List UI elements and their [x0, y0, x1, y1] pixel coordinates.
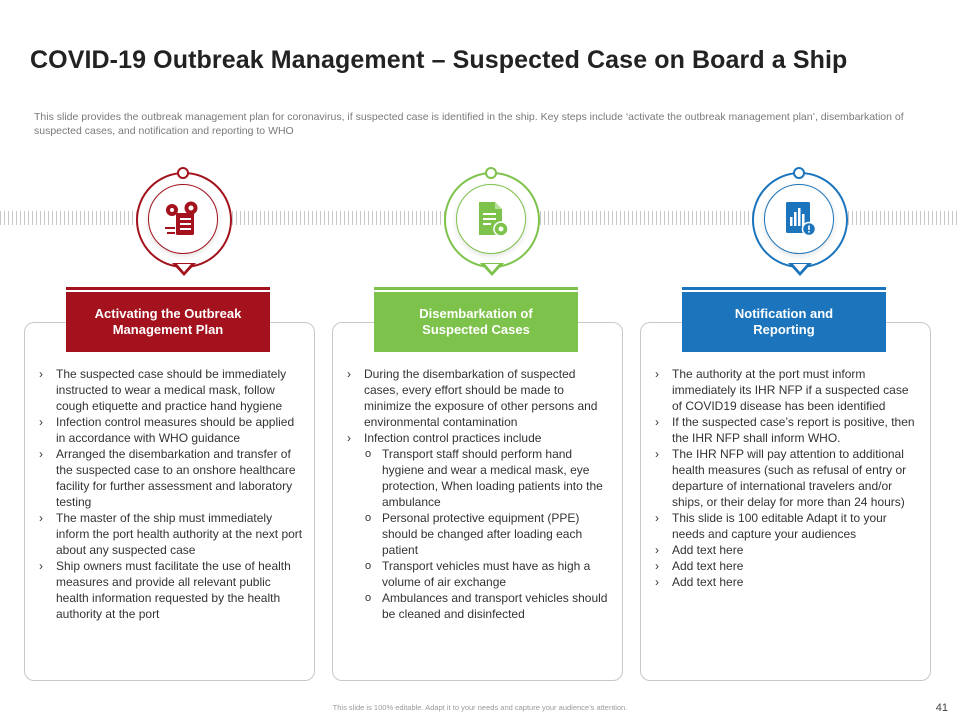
column-1-list: [36, 366, 304, 622]
list-item: › If the suspected case’s report is positive, then the IHR NFP shall inform WHO.: [652, 414, 920, 446]
column-2-icon-badge: [444, 172, 540, 268]
list-item: › Infection control measures should be applied in accordance with WHO guidance: [36, 414, 304, 446]
column-3-heading-rule: [682, 287, 886, 290]
column-1-heading-rule: [66, 287, 270, 290]
slide-subtitle: This slide provides the outbreak management plan for coronavirus, if suspected case is identified in the ship. Key steps include ‘activate the outbreak management plan’, disembarkation of suspected cases, and notification and reporting to WHO: [34, 111, 904, 137]
list-item: › Add text here: [652, 542, 920, 558]
list-subitem: o Transport vehicles must have as high a volume of air exchange: [344, 558, 612, 590]
column-2-list: [344, 366, 612, 622]
column-2-heading: [374, 292, 578, 352]
list-item: › This slide is 100 editable Adapt it to your needs and capture your audiences: [652, 510, 920, 542]
list-item: › The IHR NFP will pay attention to additional health measures (such as refusal of entry or departure of international travelers and/or ships, or their delay for more than 24 hours): [652, 446, 920, 510]
column-2-heading-line1: Disembarkation of: [419, 306, 533, 321]
list-subitem: o Personal protective equipment (PPE) should be changed after loading each patient: [344, 510, 612, 558]
list-item: › Add text here: [652, 574, 920, 590]
column-3-heading-line2: Reporting: [753, 322, 815, 337]
column-1-icon-badge: [136, 172, 232, 268]
list-item: › During the disembarkation of suspected cases, every effort should be made to minimize the exposure of other persons and environmental contamination: [344, 366, 612, 430]
column-2-heading-rule: [374, 287, 578, 290]
list-item: › Infection control practices include: [344, 430, 612, 446]
column-3-icon-badge: [752, 172, 848, 268]
page-number: 41: [935, 702, 948, 714]
list-item: › The suspected case should be immediately instructed to wear a medical mask, follow cough etiquette and practice hand hygiene: [36, 366, 304, 414]
list-item: › Ship owners must facilitate the use of health measures and provide all relevant public health information requested by the health authority at the port: [36, 558, 304, 622]
list-item: › The master of the ship must immediately inform the port health authority at the next port about any suspected case: [36, 510, 304, 558]
column-1-heading-line2: Management Plan: [112, 322, 224, 337]
list-subitem: o Transport staff should perform hand hygiene and wear a medical mask, eye protection, When loading patients into the ambulance: [344, 446, 612, 510]
column-3-heading: [682, 292, 886, 352]
document-gear-icon: [471, 199, 511, 239]
column-1-heading: [66, 292, 270, 352]
column-1-heading-line1: Activating the Outbreak: [94, 306, 242, 321]
list-item: › Arranged the disembarkation and transfer of the suspected case to an onshore healthcare facility for further assessment and laboratory testing: [36, 446, 304, 510]
footer-note: This slide is 100% editable. Adapt it to your needs and capture your audience’s attention.: [332, 703, 628, 712]
slide-title: COVID-19 Outbreak Management – Suspected Case on Board a Ship: [30, 46, 848, 74]
column-3-list: [652, 366, 920, 590]
report-chart-alert-icon: [779, 199, 819, 239]
column-3-heading-line1: Notification and: [734, 306, 834, 321]
column-2-heading-line2: Suspected Cases: [422, 322, 530, 337]
list-item: › Add text here: [652, 558, 920, 574]
list-subitem: o Ambulances and transport vehicles should be cleaned and disinfected: [344, 590, 612, 622]
list-item: › The authority at the port must inform immediately its IHR NFP if a suspected case of COVID19 disease has been identified: [652, 366, 920, 414]
virus-checklist-gear-icon: [163, 199, 203, 239]
